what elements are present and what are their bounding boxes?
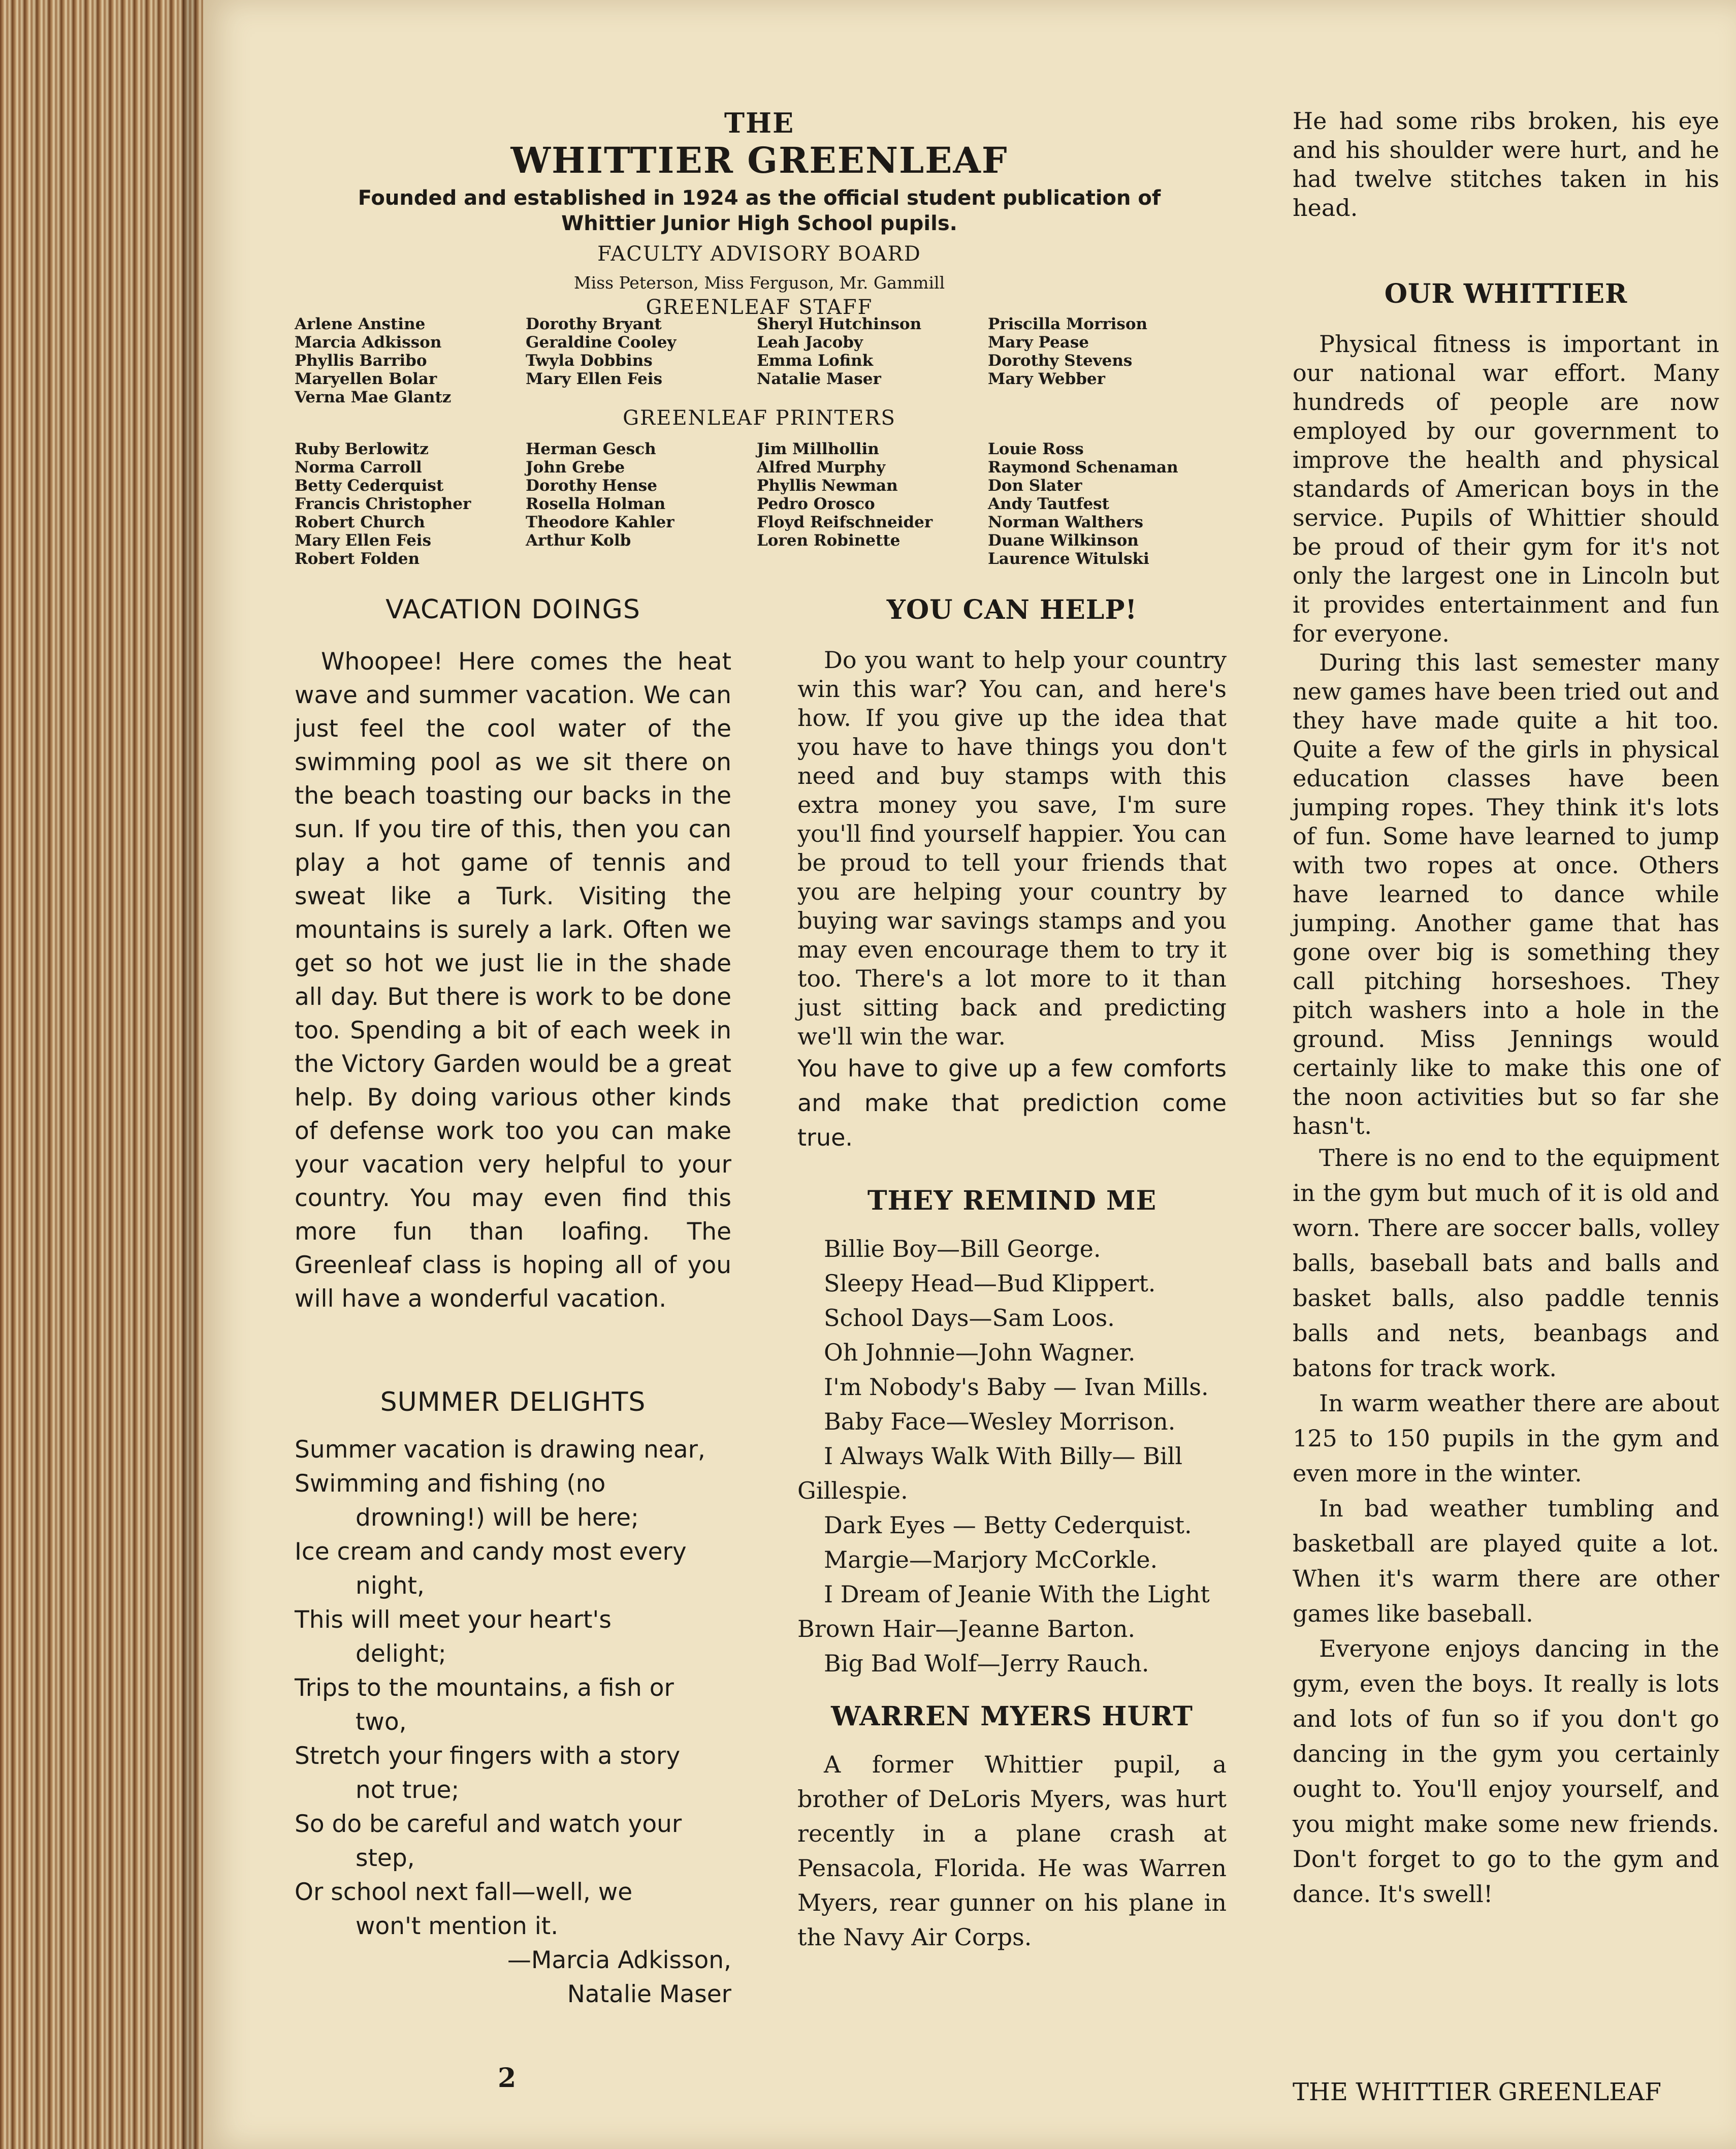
newspaper-page — [203, 0, 1736, 2149]
remind-item: I Always Walk With Billy— Bill Gillespie. — [797, 1442, 1183, 1504]
printers-name: Floyd Reifschneider — [757, 513, 933, 531]
remind-item: Dark Eyes — Betty Cederquist. — [824, 1511, 1192, 1539]
staff-name: Geraldine Cooley — [526, 333, 677, 352]
staff-name: Mary Webber — [988, 370, 1105, 388]
founded-line-1: Founded and established in 1924 as the official student publication of — [358, 186, 1161, 210]
printers-name: Arthur Kolb — [526, 531, 631, 550]
poem-line: Ice cream and candy most every — [295, 1538, 687, 1566]
printers-name: Norman Walthers — [988, 513, 1143, 531]
staff-column — [988, 315, 1229, 406]
our-p3: There is no end to the equipment in the gym but much of it is old and worn. There are soccer balls, volley balls, baseball bats and balls and basket balls, also paddle tennis balls and nets, beanbags and batons for track work. — [1293, 1144, 1719, 1382]
poem-line: night, — [356, 1572, 425, 1600]
staff-name: Dorothy Bryant — [526, 315, 662, 333]
our-p6: Everyone enjoys dancing in the gym, even the boys. It really is lots and lots of fun so if you don't go dancing in the gym you certainly ought to. You'll enjoy yourself, and you might make some new friends. Don't forget to go to the gym and dance. It's swell! — [1293, 1635, 1719, 1908]
column-left — [295, 594, 731, 2094]
remind-heading: THEY REMIND ME — [867, 1185, 1157, 1216]
our-p4: In warm weather there are about 125 to 150 pupils in the gym and even more in the winter. — [1293, 1389, 1719, 1487]
remind-item: Oh Johnnie—John Wagner. — [824, 1339, 1136, 1366]
poem-line: Swimming and fishing (no — [295, 1470, 606, 1498]
staff-name: Leah Jacoby — [757, 333, 863, 352]
our-heading: OUR WHITTIER — [1384, 278, 1628, 309]
staff-name: Marcia Adkisson — [295, 333, 442, 352]
printers-name: Laurence Witulski — [988, 550, 1149, 568]
help-heading: YOU CAN HELP! — [886, 594, 1138, 625]
warren-heading: WARREN MYERS HURT — [831, 1701, 1193, 1732]
poem-credit-1: —Marcia Adkisson, — [507, 1946, 731, 1974]
printers-list — [295, 440, 1229, 568]
staff-name: Natalie Maser — [757, 370, 881, 388]
staff-heading: GREENLEAF STAFF — [646, 296, 873, 319]
staff-list — [295, 315, 1229, 406]
printers-name: Theodore Kahler — [526, 513, 674, 531]
poem-line: delight; — [356, 1640, 446, 1668]
staff-name: Dorothy Stevens — [988, 352, 1133, 370]
summer-poem — [295, 1433, 731, 1943]
printers-name: Alfred Murphy — [757, 458, 886, 477]
staff-name: Sheryl Hutchinson — [757, 315, 922, 333]
poem-line: Stretch your fingers with a story — [295, 1742, 681, 1770]
advisory-heading: FACULTY ADVISORY BOARD — [597, 242, 921, 266]
our-p1: Physical fitness is important in our national war effort. Many hundreds of people are now employed by our government to improve the health and physical standards of American boys in the service. Pupils of Whittier should be proud of their gym for it's not only the largest one in Lincoln but it provides entertainment and fun for everyone. — [1293, 330, 1719, 647]
printers-name: Ruby Berlowitz — [295, 440, 429, 458]
help-body-1: Do you want to help your country win this war? You can, and here's how. If you give up the idea that you have to have things you don't need and buy stamps with this extra money you save, I'm sure you'll find yourself happier. You can be proud to tell your friends that you are helping your country by buying war savings stamps and you may even encourage them to try it too. There's a lot more to it than just sitting back and predicting we'll win the war. — [797, 646, 1227, 1050]
printers-name: Raymond Schenaman — [988, 458, 1178, 477]
remind-item: Margie—Marjory McCorkle. — [824, 1546, 1158, 1573]
remind-item: School Days—Sam Loos. — [824, 1304, 1115, 1332]
founded-line-2: Whittier Junior High School pupils. — [561, 212, 957, 235]
staff-name: Mary Ellen Feis — [526, 370, 663, 388]
remind-list — [797, 1231, 1227, 1681]
poem-line: So do be careful and watch your — [295, 1810, 682, 1838]
printers-name: Rosella Holman — [526, 495, 666, 513]
printers-name: Louie Ross — [988, 440, 1084, 458]
staff-name: Mary Pease — [988, 333, 1089, 352]
printers-name: Norma Carroll — [295, 458, 422, 477]
column-middle — [797, 594, 1227, 1954]
staff-column — [295, 315, 526, 406]
remind-item: I'm Nobody's Baby — Ivan Mills. — [824, 1373, 1209, 1401]
page-number: 2 — [498, 2063, 517, 2094]
poem-line: won't mention it. — [356, 1912, 559, 1940]
staff-column — [526, 315, 757, 406]
warren-continued: He had some ribs broken, his eye and his shoulder were hurt, and he had twelve stitches taken in his head. — [1293, 107, 1719, 222]
masthead — [290, 107, 1229, 319]
poem-line: drowning!) will be here; — [356, 1504, 639, 1532]
poem-line: step, — [356, 1844, 415, 1872]
remind-item: Sleepy Head—Bud Klippert. — [824, 1270, 1156, 1297]
staff-name: Arlene Anstine — [295, 315, 426, 333]
poem-line: This will meet your heart's — [295, 1606, 612, 1634]
printers-name: Duane Wilkinson — [988, 531, 1139, 550]
printers-name: Dorothy Hense — [526, 477, 657, 495]
masthead-the: THE — [724, 107, 795, 139]
vacation-body: Whoopee! Here comes the heat wave and summer vacation. We can just feel the cool water of the swimming pool as we sit there on the beach toasting our backs in the sun. If you tire of this, then you can play a hot game of tennis and sweat like a Turk. Visiting the mountains is surely a lark. Often we get so hot we just lie in the shade all day. But there is work to be done too. Spending a bit of each week in the Victory Garden would be a great help. By doing various other kinds of defense work too you can make your vacation very helpful to your country. You may even find this more fun than loafing. The Greenleaf class is hoping all of you will have a wonderful vacation. — [295, 648, 731, 1313]
footer-title: THE WHITTIER GREENLEAF — [1293, 2078, 1662, 2106]
printers-column — [526, 440, 757, 568]
printers-name: Pedro Orosco — [757, 495, 875, 513]
staff-name: Phyllis Barribo — [295, 352, 427, 370]
vacation-heading: VACATION DOINGS — [385, 594, 640, 625]
remind-item: Baby Face—Wesley Morrison. — [824, 1408, 1176, 1435]
printers-column — [757, 440, 988, 568]
remind-item: I Dream of Jeanie With the Light Brown Hair—Jeanne Barton. — [797, 1581, 1210, 1642]
staff-name: Maryellen Bolar — [295, 370, 437, 388]
staff-name: Priscilla Morrison — [988, 315, 1148, 333]
our-p2: During this last semester many new games have been tried out and they have made quite a hit too. Quite a few of the girls in physical education classes have been jumping ropes. They think it's lots of fun. Some have learned to jump with two ropes at once. Others have learned to dance while jumping. Another game that has gone over big is something they call pitching horseshoes. They pitch washers into a hole in the ground. Miss Jennings would certainly like to make this one of the noon activities but so far she hasn't. — [1293, 649, 1719, 1140]
printers-name: Don Slater — [988, 477, 1082, 495]
summer-heading: SUMMER DELIGHTS — [380, 1387, 646, 1417]
staff-column — [757, 315, 988, 406]
advisors: Miss Peterson, Miss Ferguson, Mr. Gammill — [573, 273, 945, 293]
printers-name: Robert Church — [295, 513, 425, 531]
printers-name: Robert Folden — [295, 550, 420, 568]
our-p5: In bad weather tumbling and basketball are played quite a lot. When it's warm there are other games like baseball. — [1293, 1495, 1719, 1627]
printers-name: Betty Cederquist — [295, 477, 444, 495]
printers-name: John Grebe — [526, 458, 625, 477]
poem-line: two, — [356, 1708, 407, 1736]
book-page-edges — [0, 0, 203, 2149]
printers-heading: GREENLEAF PRINTERS — [623, 406, 896, 430]
printers-name: Herman Gesch — [526, 440, 656, 458]
poem-line: Trips to the mountains, a fish or — [295, 1674, 674, 1702]
staff-name: Emma Lofink — [757, 352, 874, 370]
printers-column — [988, 440, 1229, 568]
help-body-2: You have to give up a few comforts and make that prediction come true. — [797, 1055, 1227, 1151]
remind-item: Billie Boy—Bill George. — [824, 1235, 1101, 1262]
remind-item: Big Bad Wolf—Jerry Rauch. — [824, 1650, 1149, 1677]
printers-name: Mary Ellen Feis — [295, 531, 432, 550]
staff-name: Twyla Dobbins — [526, 352, 653, 370]
poem-line: not true; — [356, 1776, 460, 1804]
poem-credit-2: Natalie Maser — [567, 1980, 731, 2008]
printers-column — [295, 440, 526, 568]
poem-line: Summer vacation is drawing near, — [295, 1436, 705, 1464]
printers-name: Loren Robinette — [757, 531, 901, 550]
warren-body: A former Whittier pupil, a brother of DeLoris Myers, was hurt recently in a plane crash at Pensacola, Florida. He was Warren Myers, rear gunner on his plane in the Navy Air Corps. — [797, 1751, 1227, 1951]
staff-name: Verna Mae Glantz — [295, 388, 452, 406]
printers-name: Phyllis Newman — [757, 477, 898, 495]
printers-name: Andy Tautfest — [988, 495, 1109, 513]
masthead-title: WHITTIER GREENLEAF — [510, 139, 1008, 181]
printers-name: Francis Christopher — [295, 495, 471, 513]
printers-name: Jim Millhollin — [757, 440, 879, 458]
column-right — [1293, 107, 1719, 2106]
printers-heading-wrap — [290, 406, 1229, 430]
poem-line: Or school next fall—well, we — [295, 1878, 633, 1906]
